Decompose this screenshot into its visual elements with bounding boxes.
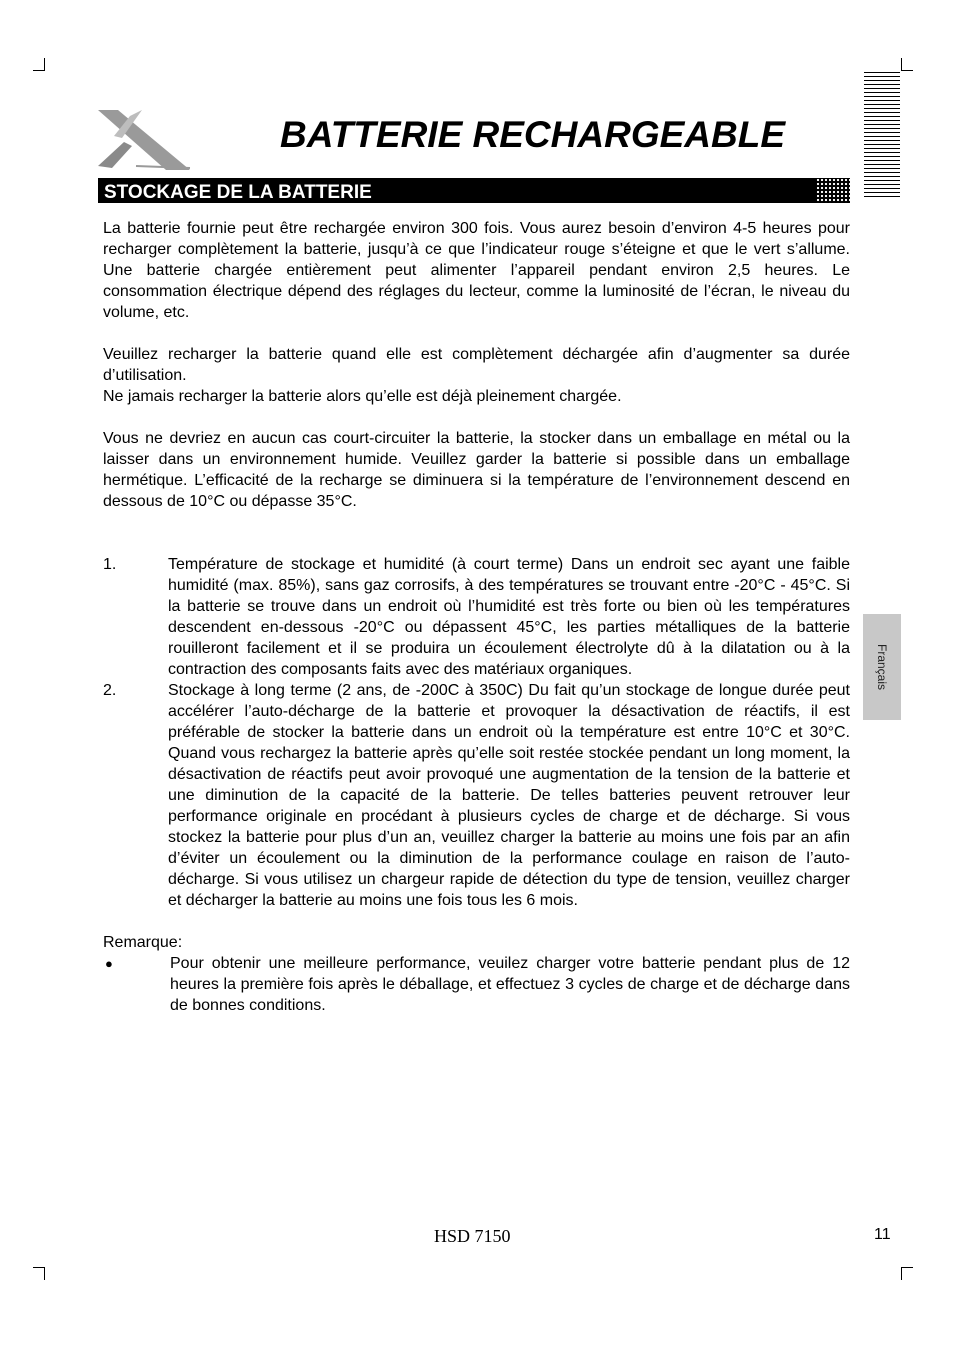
section-heading-bar bbox=[98, 178, 850, 203]
brand-x-logo-icon bbox=[96, 106, 192, 172]
page-number: 11 bbox=[874, 1226, 891, 1243]
footer-model-name: HSD 7150 bbox=[434, 1226, 511, 1246]
main-content bbox=[103, 218, 850, 1016]
bullet-text: Pour obtenir une meilleure performance, veuilez charger votre batterie pendant plus de 12 heures la première fois après le déballage, et effectuez 3 cycles de charge et de décharge dans de bonnes conditions. bbox=[170, 955, 850, 1014]
edge-stripes bbox=[864, 72, 900, 200]
list-item-text: Température de stockage et humidité (à court terme) Dans un endroit sec ayant une faible humidité (max. 85%), sans gaz corrosifs, à des températures se trouvant entre -20°C - 45°C. Si la batterie se trouve dans un endroit où l’humidité est très forte ou bien où les températures descendent en-dessous -20°C ou dépassent 45°C, les parties métalliques de la batterie rouilleront facilement et il se produira un écoulement électrolyte dû à la dilatation ou à la contraction des composants faits avec des matériaux organiques. bbox=[168, 556, 850, 678]
paragraph-recharge-advice: Veuillez recharger la batterie quand elle est complètement déchargée afin d’augmenter sa durée d’utilisation. bbox=[103, 346, 850, 384]
crop-mark-bottom-right-h bbox=[901, 1267, 913, 1268]
list-item-text: Stockage à long terme (2 ans, de -200C à 350C) Du fait qu’un stockage de longue durée peut accélérer l’auto-décharge de la batterie et provoquer la désactivation de réactifs, il est préférable de stocker la batterie dans un endroit où la température est entre 10°C et 30°C. Quand vous rechargez la batterie après qu’elle soit restée stockée pendant un long moment, la désactivation de réactifs peut avoir provoqué une augmentation de la tension de la batterie et une diminution de la capacité de la batterie. De telles batteries peuvent retrouver leur performance originale en procédant à plusieurs cycles de charge et de décharge. Si vous stockez la batterie pour plus d’un an, veuillez charger la batterie au moins une fois par an afin d’éviter un écoulement ou la diminution de la performance coulage en raison de l’auto-décharge. Si vous utilisez un chargeur rapide de détection du type de tension, veuillez charger et décharger la batterie au moins une fois tous les 6 mois. bbox=[168, 682, 850, 909]
paragraph-never-recharge: Ne jamais recharger la batterie alors qu’elle est déjà pleinement chargée. bbox=[103, 388, 622, 405]
crop-mark-bottom-left-v bbox=[44, 1267, 45, 1280]
section-title: STOCKAGE DE LA BATTERIE bbox=[104, 182, 372, 203]
page-title: BATTERIE RECHARGEABLE bbox=[280, 114, 785, 155]
language-side-tab bbox=[863, 614, 901, 720]
bullet-item bbox=[103, 953, 850, 1016]
list-item-number: 2. bbox=[103, 682, 117, 699]
bullet-icon: ● bbox=[105, 956, 113, 971]
crop-mark-top-right-h bbox=[901, 70, 913, 71]
list-item-number: 1. bbox=[103, 556, 117, 573]
crop-mark-bottom-right-v bbox=[901, 1267, 902, 1280]
paragraph-storage-warning: Vous ne devriez en aucun cas court-circuiter la batterie, la stocker dans un emballage en métal ou la laisser dans un environnement humide. Veuillez garder la batterie si possible dans un emballage hermétique. L’efficacité de la recharge se diminuera si la température de l’environnement descend en dessous de 10°C ou dépasse 35°C. bbox=[103, 430, 850, 510]
language-label: Français bbox=[875, 643, 889, 691]
crop-mark-top-left-v bbox=[44, 58, 45, 71]
list-item bbox=[103, 554, 850, 680]
section-bar-dot-pattern bbox=[816, 178, 850, 203]
paragraph-charge-cycles: La batterie fournie peut être rechargée environ 300 fois. Vous aurez besoin d’environ 4-5 heures pour recharger complètement la batterie, jusqu’à ce que l’indicateur rouge s’éteigne et que le vert s’allume. Une batterie chargée entièrement peut alimenter l’appareil pendant environ 2,5 heures. Le consommation électrique dépend des réglages du lecteur, comme la luminosité de l’écran, le niveau du volume, etc. bbox=[103, 220, 850, 321]
remark-label: Remarque: bbox=[103, 934, 183, 951]
list-item bbox=[103, 680, 850, 911]
